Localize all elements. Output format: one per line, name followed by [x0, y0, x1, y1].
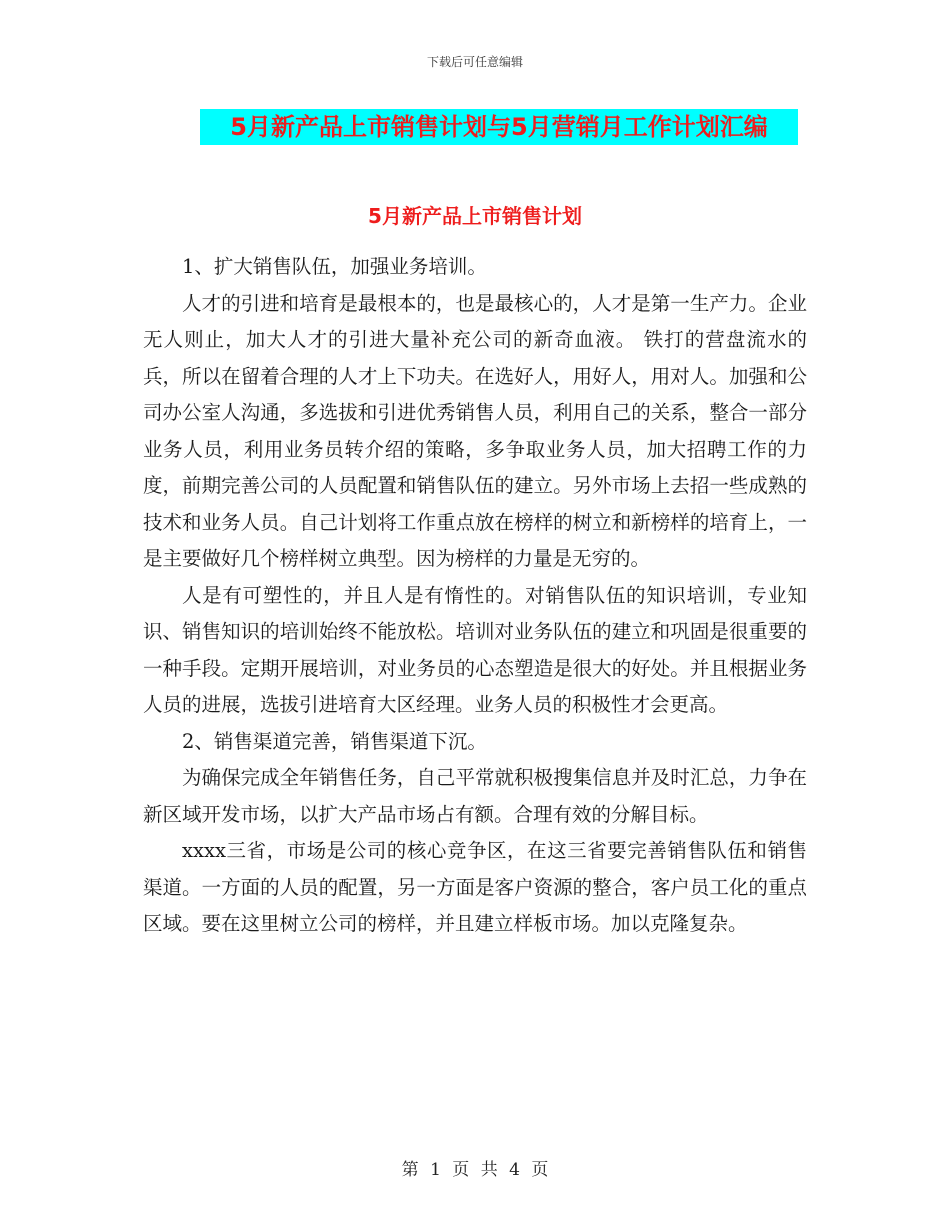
paragraph-heading-2: 2、销售渠道完善，销售渠道下沉。: [182, 729, 487, 753]
paragraph: 人才的引进和培育是最根本的，也是最核心的，人才是第一生产力。企业无人则止，加大人才的引进大量补充公司的新奇血液。 铁打的营盘流水的兵，所以在留着合理的人才上下功夫。在选好人，用好人，用对人。加强和公司办公室人沟通，多选拔和引进优秀销售人员，利用自己的关系，整合一部分业务人员，利用业务员转介绍的策略，多争取业务人员，加大招聘工作的力度，前期完善公司的人员配置和销售队伍的建立。另外市场上去招一些成熟的技术和业务人员。自己计划将工作重点放在榜样的树立和新榜样的培育上，一是主要做好几个榜样树立典型。因为榜样的力量是无穷的。: [143, 291, 807, 570]
section-title: 5月新产品上市销售计划: [368, 204, 582, 228]
paragraph: 人是有可塑性的，并且人是有惰性的。对销售队伍的知识培训，专业知识、销售知识的培训始终不能放松。培训对业务队伍的建立和巩固是很重要的一种手段。定期开展培训，对业务员的心态塑造是很大的好处。并且根据业务人员的进展，选拔引进培育大区经理。业务人员的积极性才会更高。: [143, 583, 807, 716]
page-number: 第 1 页 共 4 页: [401, 1160, 549, 1180]
document-body: [143, 249, 807, 943]
paragraph: xxxx三省，市场是公司的核心竞争区，在这三省要完善销售队伍和销售渠道。一方面的人员的配置，另一方面是客户资源的整合，客户员工化的重点区域。要在这里树立公司的榜样，并且建立样板市场。加以克隆复杂。: [143, 839, 807, 935]
document-title: 5月新产品上市销售计划与5月营销月工作计划汇编: [200, 109, 798, 145]
paragraph: 为确保完成全年销售任务，自己平常就积极搜集信息并及时汇总，力争在新区域开发市场，以扩大产品市场占有额。合理有效的分解目标。: [143, 766, 807, 826]
header-note: 下载后可任意编辑: [426, 55, 523, 69]
main-title-container: [200, 109, 798, 145]
paragraph-heading-1: 1、扩大销售队伍，加强业务培训。: [182, 255, 487, 278]
